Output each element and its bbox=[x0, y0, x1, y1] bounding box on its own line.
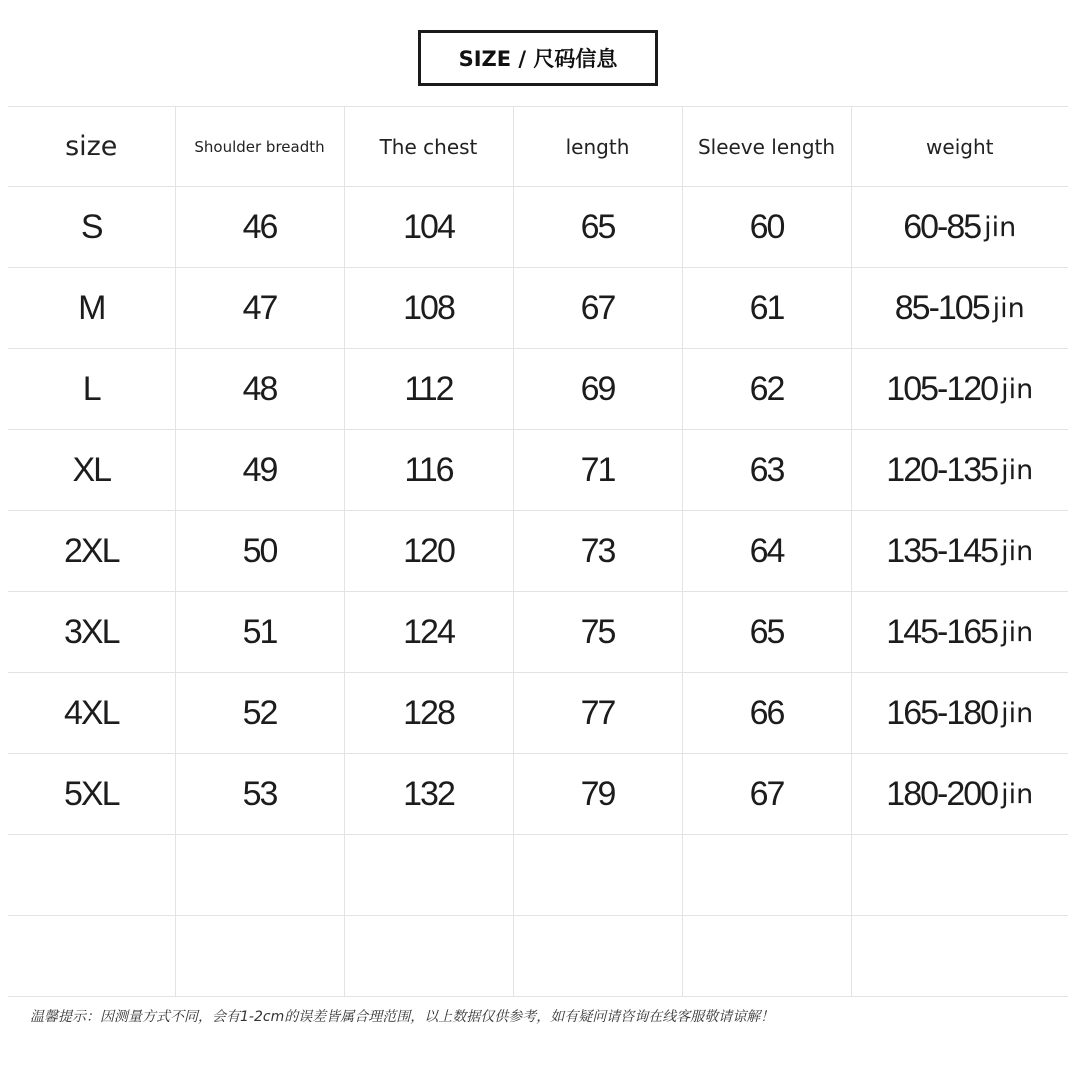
weight-unit: jin bbox=[992, 292, 1025, 324]
measurement-note: 温馨提示：因测量方式不同，会有1-2cm的误差皆属合理范围，以上数据仅供参考，如有疑问请咨询在线客服敬请谅解！ bbox=[30, 1009, 775, 1025]
cell-chest: 132 bbox=[344, 754, 513, 835]
empty-row bbox=[8, 835, 1068, 916]
cell-shoulder: 51 bbox=[175, 592, 344, 673]
cell-chest: 116 bbox=[344, 430, 513, 511]
weight-range: 120-135 bbox=[886, 450, 998, 489]
table-row bbox=[8, 754, 1068, 835]
cell-weight bbox=[851, 430, 1068, 511]
empty-cell bbox=[682, 916, 851, 997]
cell-size: 3XL bbox=[8, 592, 175, 673]
weight-unit: jin bbox=[1001, 373, 1034, 405]
empty-cell bbox=[175, 916, 344, 997]
cell-size: S bbox=[8, 187, 175, 268]
table-row bbox=[8, 268, 1068, 349]
cell-size: 4XL bbox=[8, 673, 175, 754]
cell-chest: 112 bbox=[344, 349, 513, 430]
cell-chest: 104 bbox=[344, 187, 513, 268]
cell-sleeve: 63 bbox=[682, 430, 851, 511]
cell-weight bbox=[851, 268, 1068, 349]
cell-size: L bbox=[8, 349, 175, 430]
weight-unit: jin bbox=[1001, 778, 1034, 810]
cell-shoulder: 50 bbox=[175, 511, 344, 592]
cell-weight bbox=[851, 592, 1068, 673]
empty-cell bbox=[175, 835, 344, 916]
header-size: size bbox=[8, 107, 175, 187]
weight-unit: jin bbox=[1001, 616, 1034, 648]
table-row bbox=[8, 187, 1068, 268]
cell-sleeve: 60 bbox=[682, 187, 851, 268]
cell-sleeve: 62 bbox=[682, 349, 851, 430]
empty-cell bbox=[344, 835, 513, 916]
empty-cell bbox=[851, 835, 1068, 916]
header-weight: weight bbox=[851, 107, 1068, 187]
cell-weight bbox=[851, 511, 1068, 592]
weight-range: 165-180 bbox=[886, 693, 998, 732]
table-row bbox=[8, 511, 1068, 592]
header-chest: The chest bbox=[344, 107, 513, 187]
cell-length: 75 bbox=[513, 592, 682, 673]
weight-range: 85-105 bbox=[894, 288, 989, 327]
cell-length: 73 bbox=[513, 511, 682, 592]
cell-length: 65 bbox=[513, 187, 682, 268]
empty-cell bbox=[851, 916, 1068, 997]
size-chart-table bbox=[8, 106, 1068, 997]
weight-range: 180-200 bbox=[886, 774, 998, 813]
header-row bbox=[8, 107, 1068, 187]
cell-length: 77 bbox=[513, 673, 682, 754]
weight-unit: jin bbox=[984, 211, 1017, 243]
cell-shoulder: 47 bbox=[175, 268, 344, 349]
table-row bbox=[8, 430, 1068, 511]
cell-size: M bbox=[8, 268, 175, 349]
cell-weight bbox=[851, 349, 1068, 430]
weight-unit: jin bbox=[1001, 697, 1034, 729]
cell-shoulder: 48 bbox=[175, 349, 344, 430]
cell-shoulder: 46 bbox=[175, 187, 344, 268]
cell-chest: 128 bbox=[344, 673, 513, 754]
empty-cell bbox=[513, 835, 682, 916]
empty-cell bbox=[8, 916, 175, 997]
empty-row bbox=[8, 916, 1068, 997]
cell-weight bbox=[851, 187, 1068, 268]
page-title: SIZE / 尺码信息 bbox=[418, 30, 658, 86]
cell-length: 79 bbox=[513, 754, 682, 835]
empty-cell bbox=[682, 835, 851, 916]
cell-chest: 124 bbox=[344, 592, 513, 673]
empty-cell bbox=[513, 916, 682, 997]
cell-weight bbox=[851, 673, 1068, 754]
header-sleeve-length: Sleeve length bbox=[682, 107, 851, 187]
weight-unit: jin bbox=[1001, 454, 1034, 486]
cell-weight bbox=[851, 754, 1068, 835]
cell-sleeve: 67 bbox=[682, 754, 851, 835]
cell-chest: 108 bbox=[344, 268, 513, 349]
weight-range: 135-145 bbox=[886, 531, 998, 570]
cell-size: 5XL bbox=[8, 754, 175, 835]
table-row bbox=[8, 592, 1068, 673]
table-row bbox=[8, 349, 1068, 430]
weight-range: 145-165 bbox=[886, 612, 998, 651]
cell-length: 71 bbox=[513, 430, 682, 511]
cell-length: 67 bbox=[513, 268, 682, 349]
cell-size: XL bbox=[8, 430, 175, 511]
cell-sleeve: 66 bbox=[682, 673, 851, 754]
cell-sleeve: 64 bbox=[682, 511, 851, 592]
weight-unit: jin bbox=[1001, 535, 1034, 567]
cell-sleeve: 61 bbox=[682, 268, 851, 349]
cell-chest: 120 bbox=[344, 511, 513, 592]
table-row bbox=[8, 673, 1068, 754]
header-shoulder-breadth: Shoulder breadth bbox=[175, 107, 344, 187]
cell-length: 69 bbox=[513, 349, 682, 430]
weight-range: 60-85 bbox=[903, 207, 981, 246]
empty-cell bbox=[344, 916, 513, 997]
cell-sleeve: 65 bbox=[682, 592, 851, 673]
empty-cell bbox=[8, 835, 175, 916]
cell-size: 2XL bbox=[8, 511, 175, 592]
header-length: length bbox=[513, 107, 682, 187]
cell-shoulder: 52 bbox=[175, 673, 344, 754]
weight-range: 105-120 bbox=[886, 369, 998, 408]
cell-shoulder: 49 bbox=[175, 430, 344, 511]
cell-shoulder: 53 bbox=[175, 754, 344, 835]
